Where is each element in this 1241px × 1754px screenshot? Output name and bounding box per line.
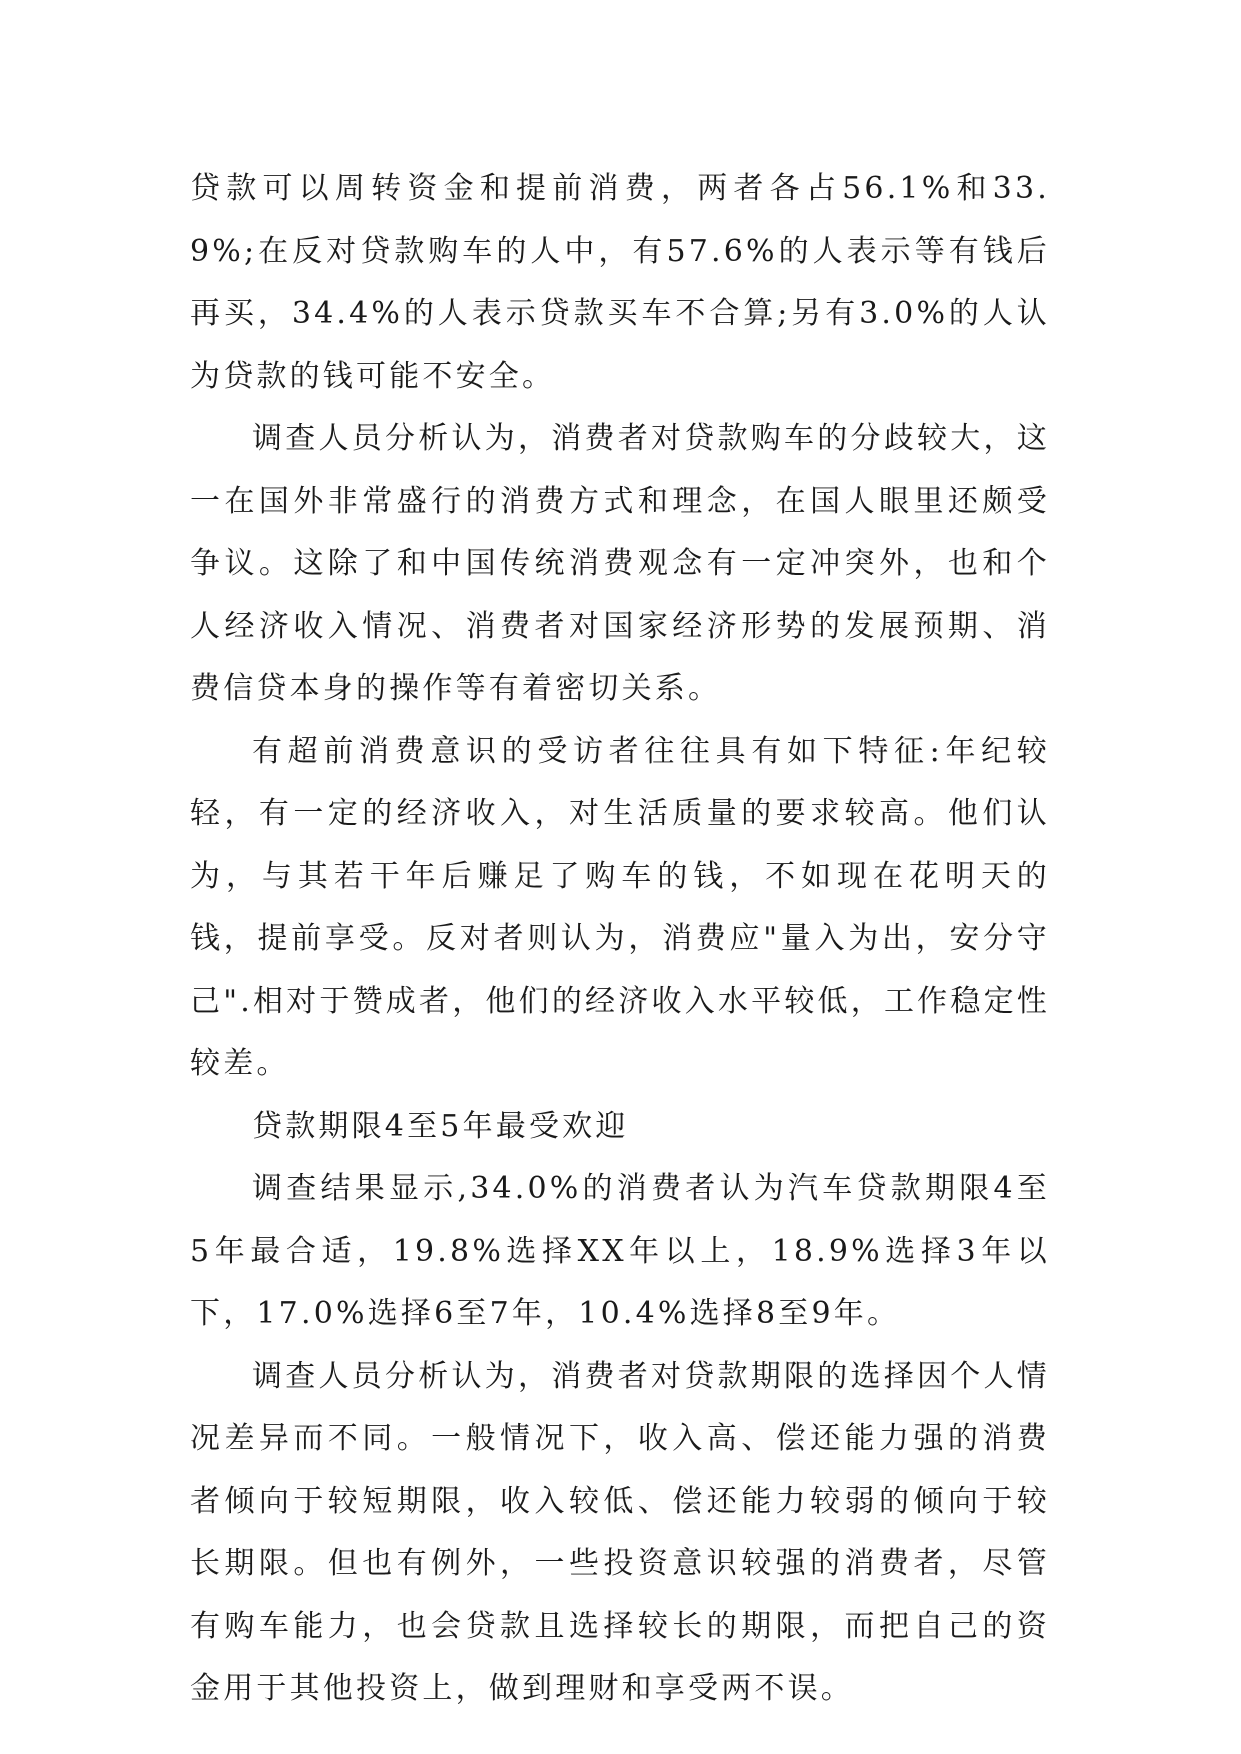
- document-body: [190, 158, 1050, 1721]
- paragraph-4: 调查结果显示,34.0%的消费者认为汽车贷款期限4至5年最合适，19.8%选择XX年以上，18.9%选择3年以下，17.0%选择6至7年，10.4%选择8至9年。: [190, 1171, 1050, 1331]
- paragraph-1: 贷款可以周转资金和提前消费，两者各占56.1%和33.9%;在反对贷款购车的人中，有57.6%的人表示等有钱后再买，34.4%的人表示贷款买车不合算;另有3.0%的人认为贷款的钱可能不安全。: [190, 171, 1050, 394]
- paragraph-2: 调查人员分析认为，消费者对贷款购车的分歧较大，这一在国外非常盛行的消费方式和理念，在国人眼里还颇受争议。这除了和中国传统消费观念有一定冲突外，也和个人经济收入情况、消费者对国家经济形势的发展预期、消费信贷本身的操作等有着密切关系。: [190, 421, 1050, 706]
- paragraph-5: 调查人员分析认为，消费者对贷款期限的选择因个人情况差异而不同。一般情况下，收入高、偿还能力强的消费者倾向于较短期限，收入较低、偿还能力较弱的倾向于较长期限。但也有例外，一些投资意识较强的消费者，尽管有购车能力，也会贷款且选择较长的期限，而把自己的资金用于其他投资上，做到理财和享受两不误。: [190, 1358, 1050, 1706]
- paragraph-3: 有超前消费意识的受访者往往具有如下特征:年纪较轻，有一定的经济收入，对生活质量的要求较高。他们认为，与其若干年后赚足了购车的钱，不如现在花明天的钱，提前享受。反对者则认为，消费应"量入为出，安分守己".相对于赞成者，他们的经济收入水平较低，工作稳定性较差。: [190, 733, 1050, 1081]
- section-heading: 贷款期限4至5年最受欢迎: [252, 1108, 629, 1144]
